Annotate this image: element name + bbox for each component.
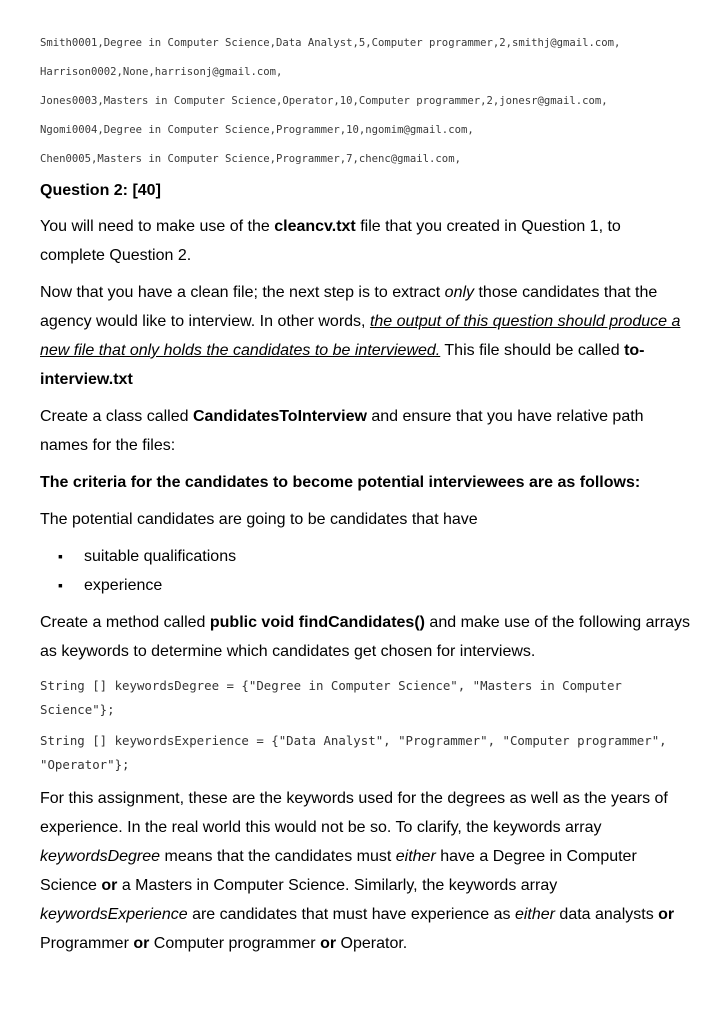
paragraph-clarification: [40, 784, 690, 958]
filename-to-interview: to-interview.txt: [40, 342, 645, 388]
text: Programmer: [40, 935, 134, 952]
document-page: [40, 38, 690, 966]
text: a Masters in Computer Science. Similarly, the keywords array: [117, 877, 558, 894]
text: those candidates that the agency would like to interview. In other words,: [40, 284, 658, 330]
method-signature: public void findCandidates(): [209, 614, 425, 631]
csv-line: Smith0001,Degree in Computer Science,Data Analyst,5,Computer programmer,2,smithj@gmail.com,: [40, 37, 621, 49]
underlined-instruction: the output of this question should produce a new file that only holds the candidates to be interviewed.: [40, 313, 681, 359]
csv-line: Chen0005,Masters in Computer Science,Programmer,7,chenc@gmail.com,: [40, 153, 461, 165]
emphasis-or: or: [133, 935, 150, 952]
csv-line: Ngomi0004,Degree in Computer Science,Programmer,10,ngomim@gmail.com,: [40, 124, 474, 136]
emphasis-or: or: [320, 935, 337, 952]
text: For this assignment, these are the keywords used for the degrees as well as the years of experience. In the real world this would not be so. To clarify, the keywords array: [40, 790, 668, 836]
list-item: ▪ experience: [84, 571, 690, 600]
text: Operator.: [336, 935, 408, 952]
criteria-heading: The criteria for the candidates to become potential interviewees are as follows:: [40, 474, 641, 491]
text: file that you created in Question 1, to complete Question 2.: [40, 218, 621, 264]
text: are candidates that must have experience as: [187, 906, 515, 923]
keyword-array-experience: keywordsExperience: [40, 906, 188, 923]
paragraph-class: [40, 402, 690, 460]
csv-line: Jones0003,Masters in Computer Science,Operator,10,Computer programmer,2,jonesr@gmail.com,: [40, 95, 608, 107]
text: You will need to make use of the: [40, 218, 275, 235]
text: data analysts: [554, 906, 659, 923]
text: and ensure that you have relative path names for the files:: [40, 408, 644, 454]
criteria-list: [40, 542, 690, 600]
keyword-array-degree: keywordsDegree: [40, 848, 161, 865]
text: Now that you have a clean file; the next step is to extract: [40, 284, 445, 301]
paragraph-candidates: The potential candidates are going to be candidates that have: [40, 511, 478, 528]
emphasis-or: or: [658, 906, 675, 923]
paragraph-intro: [40, 212, 690, 270]
text: This file should be called: [440, 342, 625, 359]
filename-cleancv: cleancv.txt: [274, 218, 356, 235]
class-name: CandidatesToInterview: [192, 408, 367, 425]
text: means that the candidates must: [160, 848, 396, 865]
text: Create a method called: [40, 614, 210, 631]
list-item: ▪ suitable qualifications: [84, 542, 690, 571]
emphasis-only: only: [444, 284, 475, 301]
text: have a Degree in Computer Science: [40, 848, 637, 894]
text: Create a class called: [40, 408, 193, 425]
paragraph-extract: [40, 278, 690, 394]
paragraph-method: [40, 608, 690, 666]
code-keywords-experience: String [] keywordsExperience = {"Data Analyst", "Programmer", "Computer programmer", "Operator"};: [40, 733, 675, 772]
emphasis-either: either: [514, 906, 555, 923]
csv-sample-block: [40, 29, 690, 174]
question-heading: Question 2: [40]: [40, 182, 161, 199]
text: Computer programmer: [149, 935, 321, 952]
code-keywords-degree: String [] keywordsDegree = {"Degree in Computer Science", "Masters in Computer Science"};: [40, 678, 630, 717]
text: and make use of the following arrays as keywords to determine which candidates get chosen for interviews.: [40, 614, 691, 660]
emphasis-or: or: [101, 877, 118, 894]
emphasis-either: either: [395, 848, 436, 865]
csv-line: Harrison0002,None,harrisonj@gmail.com,: [40, 66, 283, 78]
